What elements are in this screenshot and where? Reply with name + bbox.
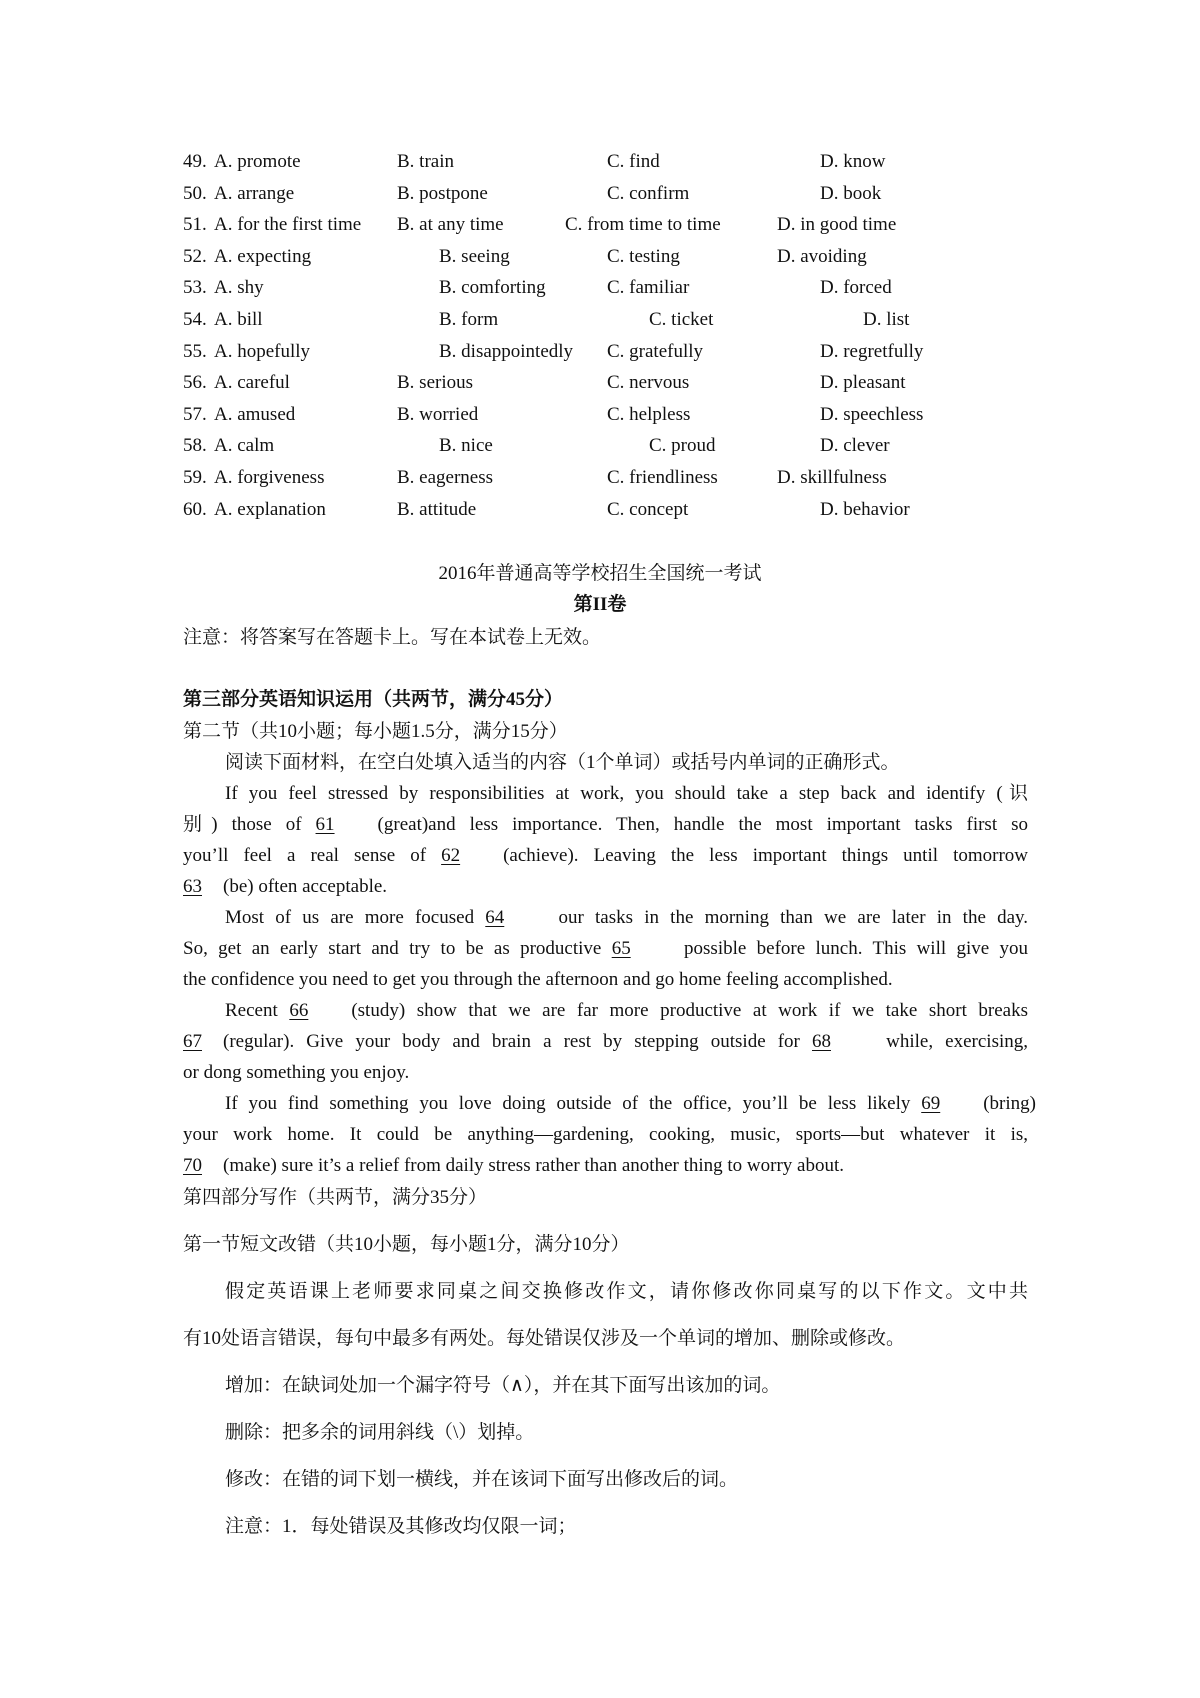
option-a: A. shy (214, 277, 264, 299)
option-c: C. friendliness (607, 467, 718, 488)
option-b: B. comforting (439, 277, 546, 299)
option-b: B. postpone (397, 182, 488, 204)
rule-note: 注意：1．每处错误及其修改均仅限一词； (225, 1516, 577, 1537)
question-number: 57. (183, 403, 207, 425)
section1-heading: 第一节短文改错（共10小题，每小题1分，满分10分） (183, 1234, 630, 1255)
option-b: B. serious (397, 372, 473, 394)
option-d: D. clever (820, 435, 890, 457)
question-number: 56. (183, 372, 207, 394)
rule-delete: 删除：把多余的词用斜线（\）划掉。 (225, 1422, 535, 1443)
option-b: B. form (439, 309, 499, 330)
option-c: C. nervous (607, 372, 690, 394)
option-d: D. behavior (820, 498, 910, 520)
option-c: C. ticket (649, 309, 714, 330)
notice: 注意：将答案写在答题卡上。写在本试卷上无效。 (183, 627, 602, 648)
passage-line: your work home. It could be anything—gardening, cooking, music, sports—but whatever it is, (183, 1124, 1028, 1145)
option-a: A. arrange (214, 182, 295, 204)
question-number: 53. (183, 277, 207, 299)
question-number: 49. (183, 151, 207, 172)
option-a: A. hopefully (214, 340, 311, 362)
option-c: C. gratefully (607, 340, 704, 362)
option-c: C. testing (607, 245, 680, 267)
option-a: A. forgiveness (214, 467, 325, 488)
question-number: 51. (183, 214, 207, 236)
question-number: 50. (183, 182, 207, 204)
option-c: C. familiar (607, 277, 690, 299)
part3-heading: 第三部分英语知识运用（共两节，满分45分） (183, 689, 564, 710)
passage-line: 别) those of 61 (great)and less importance. Then, handle the most important tasks first so (183, 811, 1028, 839)
question-number: 55. (183, 340, 207, 362)
option-b: B. at any time (397, 214, 504, 236)
option-a: A. amused (214, 403, 296, 425)
exam-title: 2016年普通高等学校招生全国统一考试 (438, 563, 762, 584)
option-c: C. find (607, 151, 660, 172)
rule-add: 增加：在缺词处加一个漏字符号（∧），并在其下面写出该加的词。 (225, 1375, 781, 1396)
option-d: D. list (863, 309, 910, 330)
question-number: 58. (183, 435, 207, 457)
option-a: A. careful (214, 372, 290, 394)
option-a: A. bill (214, 309, 263, 330)
option-d: D. know (820, 151, 886, 172)
blank-63[interactable]: 63 (183, 876, 202, 897)
blank-66[interactable]: 66 (289, 1000, 309, 1021)
option-c: C. confirm (607, 182, 690, 204)
option-c: C. helpless (607, 403, 691, 425)
question-number: 59. (183, 467, 207, 488)
rule-modify: 修改：在错的词下划一横线，并在该词下面写出修改后的词。 (225, 1469, 739, 1490)
passage-line: the confidence you need to get you through the afternoon and go home feeling accomplished. (183, 969, 893, 990)
option-a: A. expecting (214, 245, 312, 267)
blank-62[interactable]: 62 (441, 845, 461, 866)
passage-line: 67 (regular). Give your body and brain a rest by stepping outside for 68 while, exercising, (183, 1028, 1028, 1056)
option-c: C. concept (607, 498, 689, 520)
option-d: D. forced (820, 277, 892, 299)
option-a: A. promote (214, 151, 301, 172)
passage-line: 63 (be) often acceptable. (183, 873, 387, 901)
option-b: B. attitude (397, 498, 477, 520)
passage-line: 70 (make) sure it’s a relief from daily stress rather than another thing to worry about. (183, 1152, 844, 1180)
blank-65[interactable]: 65 (611, 938, 631, 959)
option-d: D. in good time (777, 214, 897, 236)
passage-line: If you feel stressed by responsibilities at work, you should take a step back and identify (识 (225, 783, 1028, 804)
option-c: C. proud (649, 435, 716, 457)
question-number: 60. (183, 498, 207, 520)
option-b: B. train (397, 151, 454, 172)
option-a: A. explanation (214, 498, 326, 520)
option-b: B. eagerness (397, 467, 494, 488)
blank-61[interactable]: 61 (315, 814, 335, 835)
blank-69[interactable]: 69 (921, 1093, 941, 1114)
option-b: B. nice (439, 435, 493, 457)
blank-67[interactable]: 67 (183, 1031, 202, 1052)
option-a: A. for the first time (214, 214, 362, 236)
blank-70[interactable]: 70 (183, 1155, 202, 1176)
blank-68[interactable]: 68 (812, 1031, 831, 1052)
option-d: D. book (820, 182, 882, 204)
option-d: D. skillfulness (777, 467, 887, 488)
passage-line: or dong something you enjoy. (183, 1062, 410, 1083)
option-a: A. calm (214, 435, 275, 457)
option-d: D. pleasant (820, 372, 906, 394)
option-b: B. seeing (439, 245, 510, 267)
option-d: D. speechless (820, 403, 924, 425)
option-d: D. avoiding (777, 245, 867, 267)
option-b: B. worried (397, 403, 479, 425)
passage-line: Recent 66 (study) show that we are far more productive at work if we take short breaks (225, 997, 1028, 1025)
blank-64[interactable]: 64 (485, 907, 505, 928)
passage-line: If you find something you love doing outside of the office, you’ll be less likely 69 (bring) (225, 1090, 1036, 1118)
section2-instruction: 阅读下面材料，在空白处填入适当的内容（1个单词）或括号内单词的正确形式。 (225, 752, 900, 773)
question-number: 52. (183, 245, 207, 267)
section2-heading: 第二节（共10小题；每小题1.5分，满分15分） (183, 721, 568, 742)
volume-title: 第II卷 (573, 594, 627, 615)
question-number: 54. (183, 309, 207, 330)
correction-intro: 有10处语言错误，每句中最多有两处。每处错误仅涉及一个单词的增加、删除或修改。 (183, 1328, 906, 1349)
correction-intro: 假定英语课上老师要求同桌之间交换修改作文，请你修改你同桌写的以下作文。文中共 (225, 1281, 1028, 1302)
option-c: C. from time to time (565, 214, 721, 236)
option-d: D. regretfully (820, 340, 924, 362)
passage-line: Most of us are more focused 64 our tasks in the morning than we are later in the day. (225, 904, 1028, 932)
passage-line: you’ll feel a real sense of 62 (achieve). Leaving the less important things until tomorrow (183, 842, 1028, 870)
passage-line: So, get an early start and try to be as productive 65 possible before lunch. This will give you (183, 935, 1028, 963)
part4-heading: 第四部分写作（共两节，满分35分） (183, 1187, 488, 1208)
option-b: B. disappointedly (439, 340, 574, 362)
